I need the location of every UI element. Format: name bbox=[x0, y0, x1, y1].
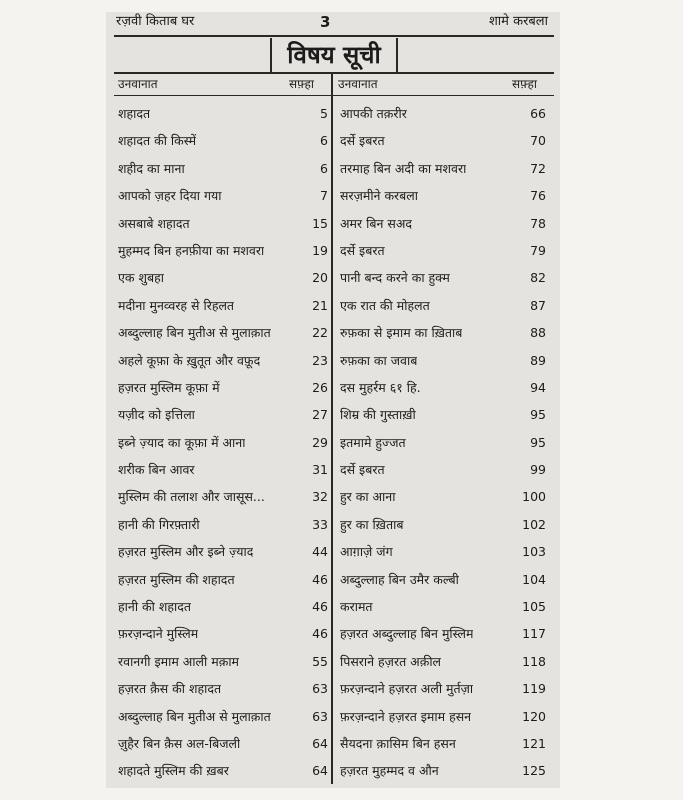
toc-entry bbox=[114, 648, 332, 675]
toc-entry bbox=[336, 347, 550, 374]
entry-page: 70 bbox=[530, 133, 546, 149]
entry-title: शहादत की किस्में bbox=[118, 133, 197, 149]
toc-entry bbox=[114, 100, 332, 127]
toc-entry bbox=[114, 757, 332, 784]
entry-title: फ़रज़न्दाने हज़रत अली मुर्तज़ा bbox=[340, 681, 474, 697]
entry-page: 29 bbox=[312, 434, 328, 450]
entry-title: हानी की शहादत bbox=[118, 599, 191, 615]
entry-page: 44 bbox=[312, 544, 328, 560]
entry-title: हज़रत मुहम्मद व औन bbox=[340, 763, 439, 779]
entry-page: 7 bbox=[320, 188, 328, 204]
entry-page: 63 bbox=[312, 681, 328, 697]
entry-page: 20 bbox=[312, 270, 328, 286]
entry-title: रुफ़का से इमाम का ख़िताब bbox=[340, 325, 463, 341]
entry-page: 19 bbox=[312, 242, 328, 258]
entry-title: आग़ाज़े जंग bbox=[340, 544, 393, 560]
toc-entry bbox=[114, 292, 332, 319]
entry-title: यज़ीद को इत्तिला bbox=[118, 407, 195, 423]
entry-title: रवानगी इमाम आली मक़ाम bbox=[118, 653, 240, 669]
entry-page: 89 bbox=[530, 352, 546, 368]
entry-title: करामत bbox=[340, 599, 373, 615]
entry-title: शिम्र की गुस्ताख़ी bbox=[340, 407, 416, 423]
toc-entry bbox=[114, 237, 332, 264]
left-column bbox=[114, 100, 332, 785]
entry-page: 94 bbox=[530, 379, 546, 395]
toc-entry bbox=[336, 483, 550, 510]
toc-entry bbox=[336, 374, 550, 401]
toc-entry bbox=[114, 538, 332, 565]
right-column bbox=[336, 100, 550, 785]
entry-title: हुर का आना bbox=[340, 489, 396, 505]
toc-entry bbox=[114, 264, 332, 291]
entry-page: 79 bbox=[530, 242, 546, 258]
entry-page: 33 bbox=[312, 516, 328, 532]
toc-entry bbox=[114, 593, 332, 620]
entry-page: 32 bbox=[312, 489, 328, 505]
entry-page: 22 bbox=[312, 325, 328, 341]
entry-page: 120 bbox=[522, 708, 546, 724]
toc-entry bbox=[336, 155, 550, 182]
entry-page: 100 bbox=[522, 489, 546, 505]
toc-entry bbox=[114, 182, 332, 209]
toc-entry bbox=[114, 730, 332, 757]
toc-entry bbox=[336, 648, 550, 675]
entry-page: 121 bbox=[522, 735, 546, 751]
entry-title: हज़रत मुस्लिम की शहादत bbox=[118, 571, 235, 587]
toc-entry bbox=[114, 511, 332, 538]
toc-entry bbox=[114, 429, 332, 456]
entry-page: 46 bbox=[312, 626, 328, 642]
entry-page: 31 bbox=[312, 462, 328, 478]
toc-entry bbox=[336, 456, 550, 483]
contents-title: विषय सूची bbox=[270, 38, 398, 72]
entry-page: 21 bbox=[312, 297, 328, 313]
entry-page: 46 bbox=[312, 571, 328, 587]
entry-page: 104 bbox=[522, 571, 546, 587]
entry-title: आपको ज़हर दिया गया bbox=[118, 188, 222, 204]
toc-entry bbox=[336, 292, 550, 319]
column-headers bbox=[114, 74, 554, 94]
entry-title: शरीक बिन आवर bbox=[118, 462, 195, 478]
entry-page: 95 bbox=[530, 434, 546, 450]
toc-entry bbox=[114, 566, 332, 593]
entry-page: 6 bbox=[320, 160, 328, 176]
entry-page: 15 bbox=[312, 215, 328, 231]
entry-page: 78 bbox=[530, 215, 546, 231]
entry-page: 118 bbox=[522, 653, 546, 669]
entry-title: हानी की गिरफ़्तारी bbox=[118, 516, 200, 532]
toc-entry bbox=[336, 210, 550, 237]
entry-page: 125 bbox=[522, 763, 546, 779]
toc-entry bbox=[114, 456, 332, 483]
entry-title: रुफ़का का जवाब bbox=[340, 352, 418, 368]
toc-entry bbox=[336, 703, 550, 730]
toc-entry bbox=[336, 182, 550, 209]
entry-page: 88 bbox=[530, 325, 546, 341]
entry-title: एक शुबहा bbox=[118, 270, 164, 286]
entry-page: 119 bbox=[522, 681, 546, 697]
toc-entry bbox=[114, 347, 332, 374]
toc-entry bbox=[336, 730, 550, 757]
entry-page: 76 bbox=[530, 188, 546, 204]
entry-page: 64 bbox=[312, 735, 328, 751]
toc-entry bbox=[114, 210, 332, 237]
entry-page: 105 bbox=[522, 599, 546, 615]
entry-title: हज़रत क़ैस की शहादत bbox=[118, 681, 222, 697]
toc-entry bbox=[114, 620, 332, 647]
entry-title: हज़रत मुस्लिम और इब्ने ज़्याद bbox=[118, 544, 254, 560]
toc-entry bbox=[114, 155, 332, 182]
toc-entry bbox=[336, 401, 550, 428]
entry-title: फ़रज़न्दाने हज़रत इमाम हसन bbox=[340, 708, 472, 724]
toc-entry bbox=[336, 593, 550, 620]
publisher-name: रज़वी किताब घर bbox=[116, 14, 195, 29]
toc-entry bbox=[336, 319, 550, 346]
entry-title: असबाबे शहादत bbox=[118, 215, 190, 231]
toc-entry bbox=[336, 757, 550, 784]
entry-title: पिसराने हज़रत अक़ील bbox=[340, 653, 442, 669]
entry-page: 95 bbox=[530, 407, 546, 423]
entry-page: 64 bbox=[312, 763, 328, 779]
entry-page: 87 bbox=[530, 297, 546, 313]
entry-title: दर्से इबरत bbox=[340, 462, 385, 478]
entry-title: इतमामे हुज्जत bbox=[340, 434, 406, 450]
entry-title: शहीद का माना bbox=[118, 160, 185, 176]
page-number: 3 bbox=[320, 13, 331, 31]
entry-title: अब्दुल्लाह बिन मुतीअ से मुलाक़ात bbox=[118, 708, 271, 724]
entry-page: 23 bbox=[312, 352, 328, 368]
entry-title: मुहम्मद बिन हनफ़ीया का मशवरा bbox=[118, 242, 265, 258]
entry-page: 82 bbox=[530, 270, 546, 286]
running-head bbox=[106, 12, 560, 32]
entry-title: एक रात की मोहलत bbox=[340, 297, 430, 313]
entry-page: 63 bbox=[312, 708, 328, 724]
entry-page: 99 bbox=[530, 462, 546, 478]
entry-title: हज़रत अब्दुल्लाह बिन मुस्लिम bbox=[340, 626, 474, 642]
entry-title: मदीना मुनव्वरह से रिहलत bbox=[118, 297, 235, 313]
entry-title: इब्ने ज़्याद का कूफ़ा में आना bbox=[118, 434, 246, 450]
book-title: शामे करबला bbox=[488, 14, 548, 29]
toc-entry bbox=[114, 703, 332, 730]
entry-title: अमर बिन सअद bbox=[340, 215, 413, 231]
entry-title: आपकी तक़रीर bbox=[340, 106, 407, 121]
entry-title: शहादते मुस्लिम की ख़बर bbox=[118, 763, 229, 779]
toc-entry bbox=[114, 374, 332, 401]
entry-page: 117 bbox=[522, 626, 546, 642]
entry-page: 66 bbox=[530, 106, 546, 121]
entry-title: पानी बन्द करने का हुक्म bbox=[340, 270, 450, 286]
entry-title: दस मुहर्रम ६१ हि. bbox=[340, 379, 421, 395]
entry-title: फ़रज़न्दाने मुस्लिम bbox=[118, 626, 199, 642]
toc-entry bbox=[336, 566, 550, 593]
header-rule bbox=[114, 95, 554, 96]
right-title-header: उनवानात bbox=[338, 77, 378, 91]
toc-entry bbox=[336, 429, 550, 456]
toc-entry bbox=[336, 675, 550, 702]
entry-page: 6 bbox=[320, 133, 328, 149]
toc-entry bbox=[336, 538, 550, 565]
entry-title: अब्दुल्लाह बिन मुतीअ से मुलाक़ात bbox=[118, 325, 271, 341]
entry-title: दर्से इबरत bbox=[340, 133, 385, 149]
entry-title: दर्से इबरत bbox=[340, 242, 385, 258]
entry-title: सैयदना क़ासिम बिन हसन bbox=[340, 735, 456, 751]
entry-title: हुर का ख़िताब bbox=[340, 516, 404, 532]
entry-title: ज़ुहैर बिन क़ैस अल-बिजली bbox=[118, 735, 241, 751]
entry-title: अहले कूफ़ा के ख़ुतूत और वफ़ूद bbox=[118, 352, 261, 368]
right-page-header: सफ़्हा bbox=[512, 77, 537, 91]
toc-entry bbox=[114, 483, 332, 510]
toc-entry bbox=[114, 319, 332, 346]
entry-page: 55 bbox=[312, 653, 328, 669]
toc-entry bbox=[336, 511, 550, 538]
toc-entry bbox=[336, 100, 550, 127]
entry-page: 5 bbox=[320, 106, 328, 121]
left-title-header: उनवानात bbox=[118, 77, 158, 91]
entry-page: 46 bbox=[312, 599, 328, 615]
toc-entry bbox=[336, 237, 550, 264]
entry-title: हज़रत मुस्लिम कूफ़ा में bbox=[118, 379, 220, 395]
left-page-header: सफ़्हा bbox=[289, 77, 314, 91]
top-rule bbox=[114, 35, 554, 37]
entry-page: 27 bbox=[312, 407, 328, 423]
toc-entry bbox=[336, 264, 550, 291]
entry-page: 72 bbox=[530, 160, 546, 176]
entry-title: शहादत bbox=[118, 106, 151, 121]
book-page bbox=[106, 12, 560, 788]
toc-entry bbox=[336, 127, 550, 154]
entry-title: अब्दुल्लाह बिन उमैर कल्बी bbox=[340, 571, 459, 587]
toc-entry bbox=[336, 620, 550, 647]
entry-page: 103 bbox=[522, 544, 546, 560]
toc-entry bbox=[114, 127, 332, 154]
entry-page: 26 bbox=[312, 379, 328, 395]
toc-entry bbox=[114, 401, 332, 428]
entry-title: सरज़मीने करबला bbox=[340, 188, 419, 204]
entry-page: 102 bbox=[522, 516, 546, 532]
entry-title: तरमाह बिन अदी का मशवरा bbox=[340, 160, 467, 176]
entry-title: मुस्लिम की तलाश और जासूस... bbox=[118, 489, 265, 505]
toc-entry bbox=[114, 675, 332, 702]
